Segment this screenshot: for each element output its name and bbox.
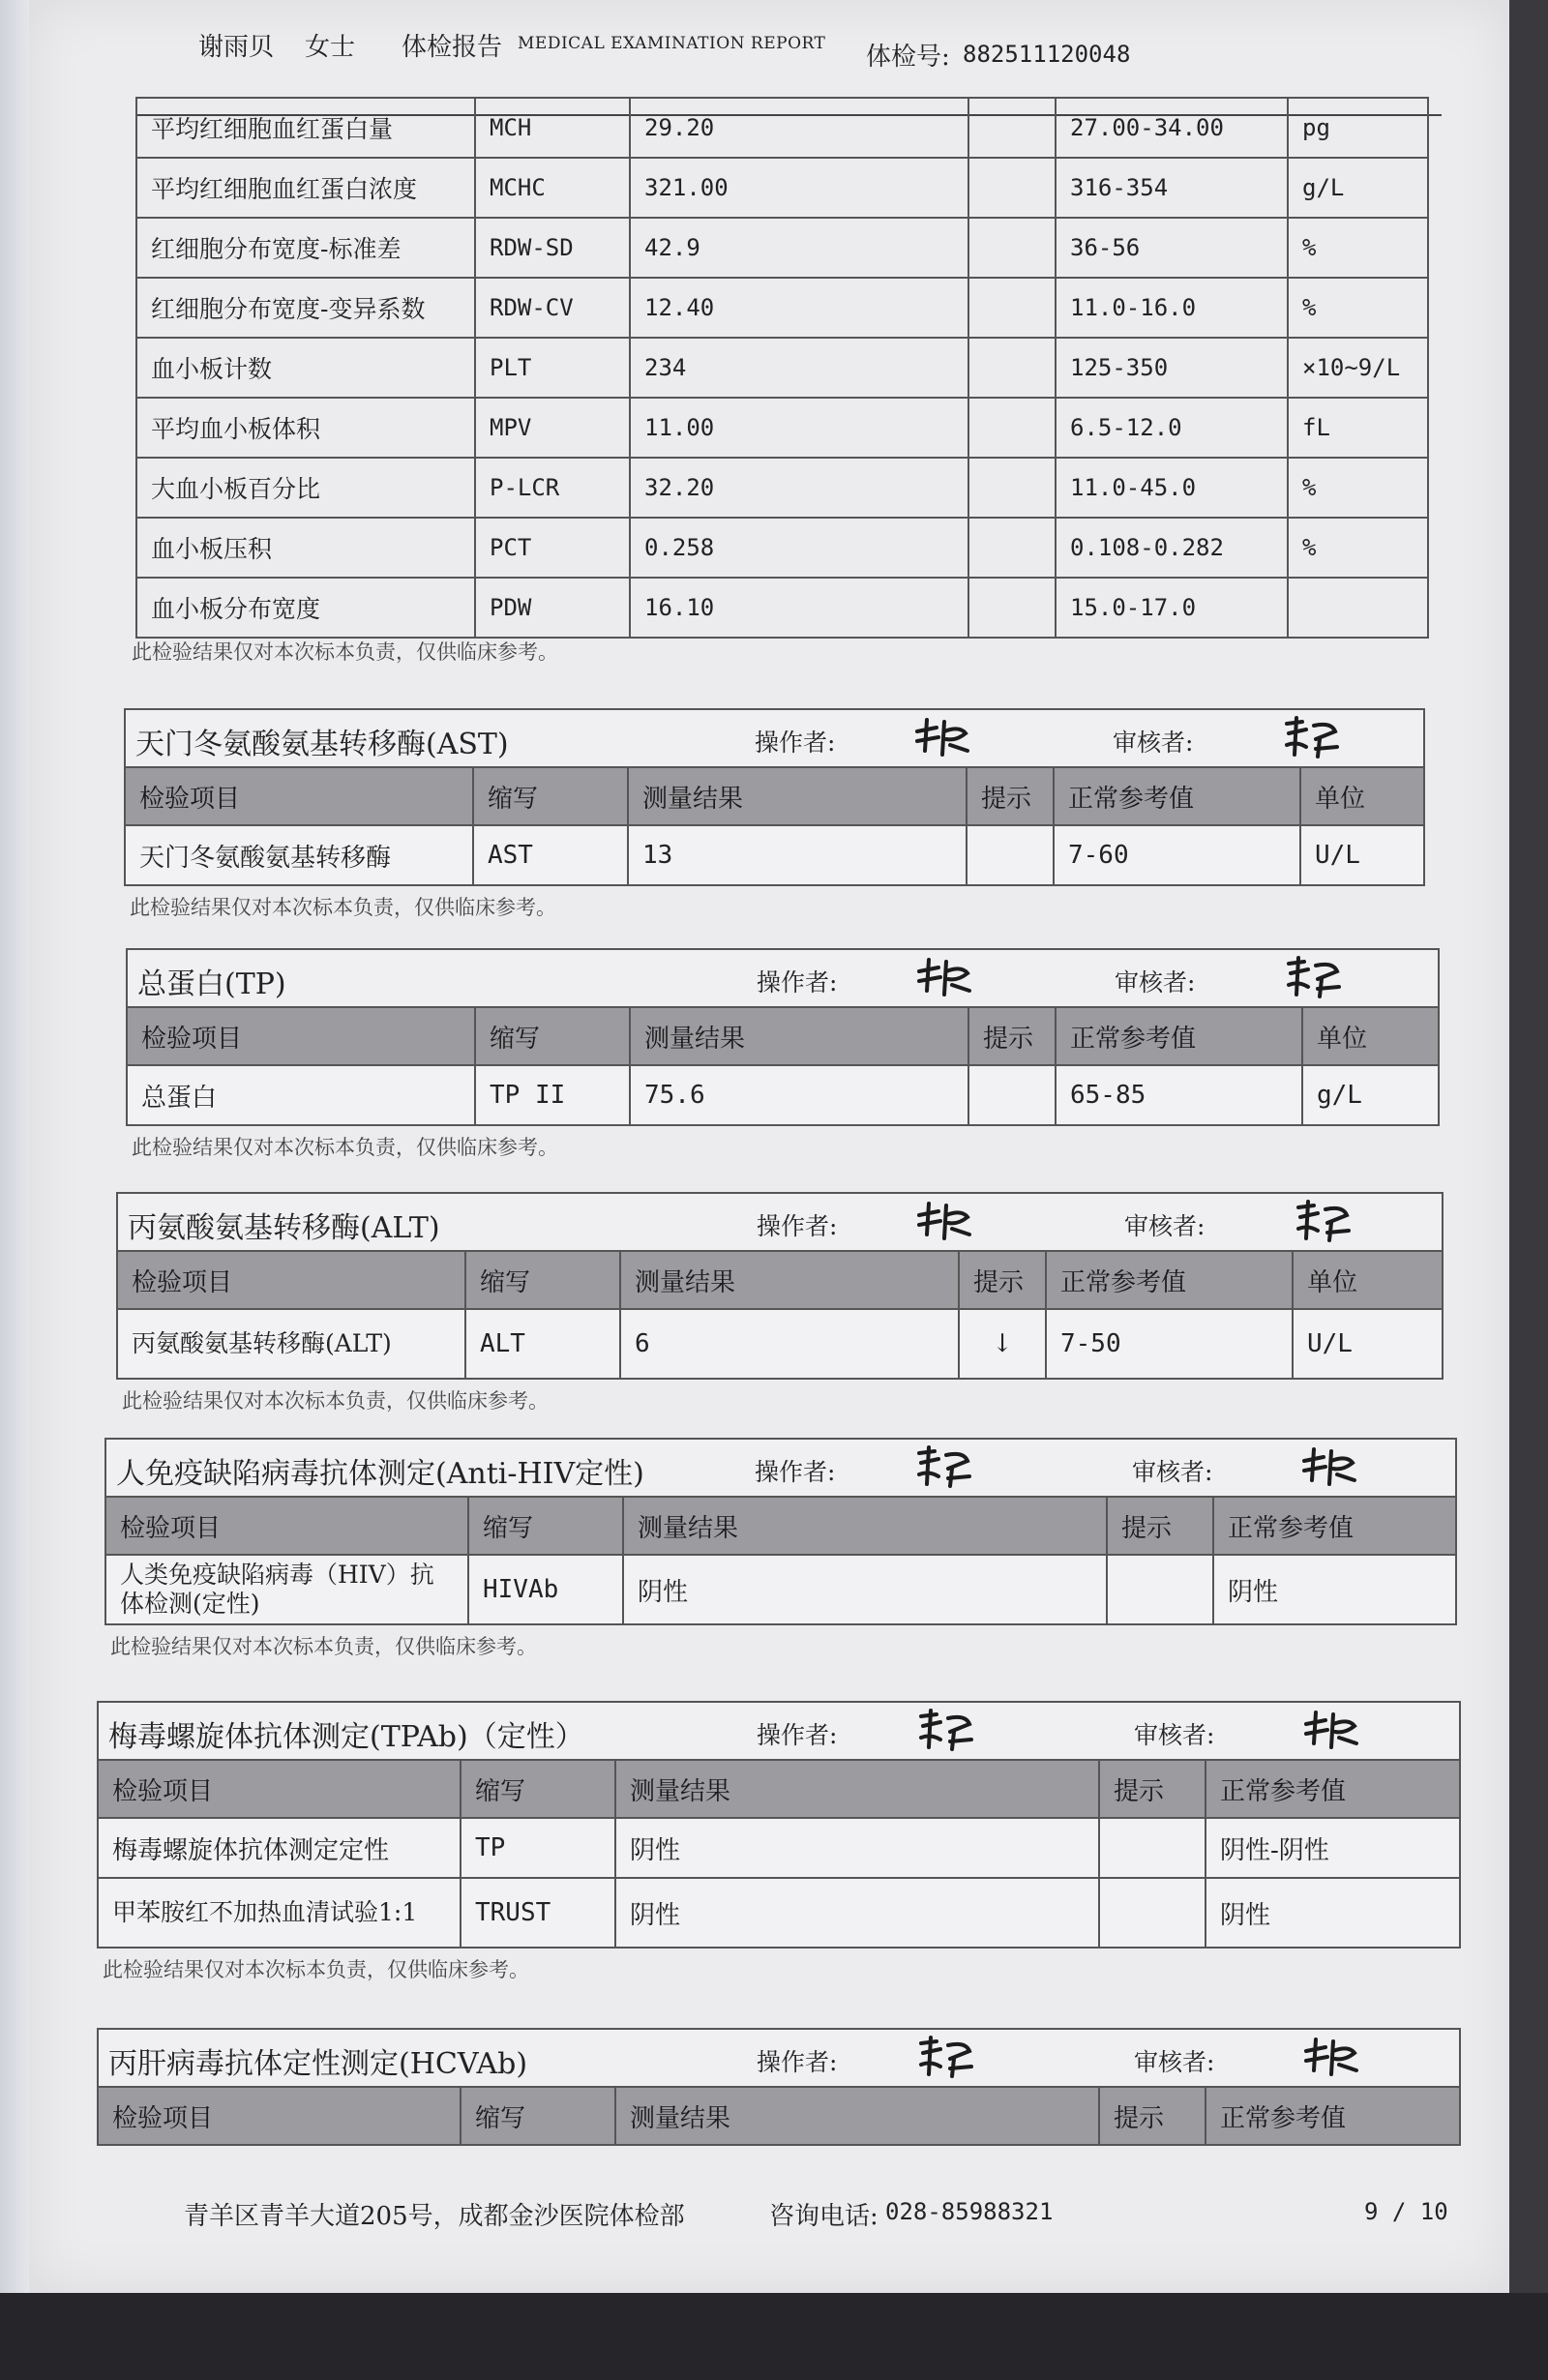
cell-unit <box>1288 578 1428 638</box>
disclaimer: 此检验结果仅对本次标本负责，仅供临床参考。 <box>122 1389 549 1413</box>
cell-item: 血小板分布宽度 <box>136 578 475 638</box>
table-header <box>98 1760 1460 1818</box>
signature-icon <box>909 712 977 760</box>
cell-unit: % <box>1288 278 1428 338</box>
cell-item: 血小板压积 <box>136 518 475 578</box>
cell-flag <box>1099 1818 1206 1878</box>
cell-range: 15.0-17.0 <box>1056 578 1288 638</box>
header-abbr: 缩写 <box>465 1251 620 1309</box>
section-title: 总蛋白(TP) <box>137 967 286 1001</box>
cell-abbr: HIVAb <box>468 1555 623 1624</box>
table-row <box>136 218 1428 278</box>
header-item: 检验项目 <box>98 2087 461 2145</box>
section-table <box>97 1759 1461 1949</box>
section-table <box>126 1006 1440 1126</box>
cell-flag <box>968 278 1056 338</box>
cell-result: 12.40 <box>630 278 968 338</box>
cell-item: 人类免疫缺陷病毒（HIV）抗体检测(定性) <box>105 1555 468 1624</box>
header-abbr: 缩写 <box>473 767 628 825</box>
header-flag: 提示 <box>967 767 1054 825</box>
reviewer-label: 审核者: <box>1134 1721 1215 1749</box>
cell-unit: U/L <box>1300 825 1424 885</box>
table-row <box>136 278 1428 338</box>
header-unit: 单位 <box>1300 767 1424 825</box>
table-row <box>136 98 1428 158</box>
footer-phone-label: 咨询电话: <box>769 2202 878 2231</box>
header-result: 测量结果 <box>620 1251 959 1309</box>
page-number: 9 / 10 <box>1364 2198 1448 2225</box>
cell-item: 大血小板百分比 <box>136 458 475 518</box>
signature-icon <box>1296 1442 1364 1490</box>
cell-flag <box>968 578 1056 638</box>
table-header <box>117 1251 1443 1309</box>
cell-abbr: TRUST <box>461 1878 615 1948</box>
cell-abbr: AST <box>473 825 628 885</box>
cell-abbr: TP II <box>475 1065 630 1125</box>
signature-icon <box>1289 1196 1356 1244</box>
reviewer-label: 审核者: <box>1132 1458 1213 1486</box>
cell-range: 0.108-0.282 <box>1056 518 1288 578</box>
cell-flag <box>968 98 1056 158</box>
report-title-en: MEDICAL EXAMINATION REPORT <box>518 34 826 53</box>
table-row <box>98 1818 1460 1878</box>
table-row <box>98 1878 1460 1948</box>
header-range: 正常参考值 <box>1213 1497 1456 1555</box>
cell-abbr: PLT <box>475 338 630 398</box>
operator-label: 操作者: <box>757 1721 838 1749</box>
header-item: 检验项目 <box>105 1497 468 1555</box>
header-unit: 单位 <box>1302 1007 1439 1065</box>
signature-icon <box>1298 1705 1366 1753</box>
header-range: 正常参考值 <box>1054 767 1300 825</box>
section-header <box>126 948 1440 1006</box>
table-row <box>136 338 1428 398</box>
section-title: 梅毒螺旋体抗体测定(TPAb)（定性） <box>108 1720 584 1754</box>
cell-abbr: PDW <box>475 578 630 638</box>
cell-abbr: RDW-CV <box>475 278 630 338</box>
operator-label: 操作者: <box>757 1212 838 1240</box>
table-header <box>125 767 1424 825</box>
reviewer-label: 审核者: <box>1115 968 1196 997</box>
page-edge <box>0 0 29 2380</box>
cell-abbr: PCT <box>475 518 630 578</box>
header-result: 测量结果 <box>615 2087 1099 2145</box>
section-title: 人免疫缺陷病毒抗体测定(Anti-HIV定性) <box>116 1457 644 1491</box>
cell-flag: ↓ <box>959 1309 1046 1379</box>
cell-result: 234 <box>630 338 968 398</box>
cell-abbr: MCH <box>475 98 630 158</box>
cell-item: 平均红细胞血红蛋白浓度 <box>136 158 475 218</box>
exam-no: 882511120048 <box>963 41 1131 68</box>
cell-item: 平均红细胞血红蛋白量 <box>136 98 475 158</box>
section-title: 丙肝病毒抗体定性测定(HCVAb) <box>108 2047 528 2081</box>
cell-result: 42.9 <box>630 218 968 278</box>
disclaimer: 此检验结果仅对本次标本负责，仅供临床参考。 <box>132 1136 558 1159</box>
section-header <box>104 1438 1457 1496</box>
header-result: 测量结果 <box>615 1760 1099 1818</box>
disclaimer: 此检验结果仅对本次标本负责，仅供临床参考。 <box>132 640 558 664</box>
cell-flag <box>968 458 1056 518</box>
header-result: 测量结果 <box>628 767 967 825</box>
cell-range: 6.5-12.0 <box>1056 398 1288 458</box>
cell-result: 32.20 <box>630 458 968 518</box>
section-6 <box>97 2028 1461 2146</box>
cell-result: 321.00 <box>630 158 968 218</box>
operator-label: 操作者: <box>755 1458 836 1486</box>
cell-flag <box>1107 1555 1213 1624</box>
cell-flag <box>968 1065 1056 1125</box>
header-result: 测量结果 <box>630 1007 968 1065</box>
header-range: 正常参考值 <box>1206 2087 1460 2145</box>
cell-unit: % <box>1288 518 1428 578</box>
patient-name: 谢雨贝 <box>198 33 275 62</box>
cell-item: 丙氨酸氨基转移酶(ALT) <box>117 1309 465 1379</box>
cell-range: 316-354 <box>1056 158 1288 218</box>
signature-icon <box>1277 712 1345 760</box>
cell-unit: % <box>1288 218 1428 278</box>
cell-flag <box>967 825 1054 885</box>
disclaimer: 此检验结果仅对本次标本负责，仅供临床参考。 <box>130 896 556 919</box>
cell-result: 75.6 <box>630 1065 968 1125</box>
cell-result: 6 <box>620 1309 959 1379</box>
section-header <box>124 708 1425 766</box>
cell-item: 平均血小板体积 <box>136 398 475 458</box>
cell-result: 16.10 <box>630 578 968 638</box>
cell-unit: % <box>1288 458 1428 518</box>
section-title: 丙氨酸氨基转移酶(ALT) <box>128 1211 440 1245</box>
cell-abbr: RDW-SD <box>475 218 630 278</box>
reviewer-label: 审核者: <box>1124 1212 1206 1240</box>
cell-unit: g/L <box>1302 1065 1439 1125</box>
table-header <box>127 1007 1439 1065</box>
header-unit: 单位 <box>1293 1251 1443 1309</box>
cell-range: 125-350 <box>1056 338 1288 398</box>
cell-flag <box>1099 1878 1206 1948</box>
cell-result: 29.20 <box>630 98 968 158</box>
header-item: 检验项目 <box>117 1251 465 1309</box>
cell-range: 65-85 <box>1056 1065 1302 1125</box>
header-item: 检验项目 <box>98 1760 461 1818</box>
signature-icon <box>909 1442 977 1490</box>
operator-label: 操作者: <box>757 2048 838 2076</box>
cell-flag <box>968 398 1056 458</box>
header-range: 正常参考值 <box>1206 1760 1460 1818</box>
cell-range: 27.00-34.00 <box>1056 98 1288 158</box>
background <box>0 2293 1548 2380</box>
header-flag: 提示 <box>968 1007 1056 1065</box>
header-flag: 提示 <box>1107 1497 1213 1555</box>
table-row <box>136 578 1428 638</box>
table-row <box>136 398 1428 458</box>
header-item: 检验项目 <box>125 767 473 825</box>
signature-icon <box>911 952 979 1000</box>
cell-range: 11.0-45.0 <box>1056 458 1288 518</box>
header-abbr: 缩写 <box>468 1497 623 1555</box>
section-4 <box>104 1438 1457 1660</box>
cell-flag <box>968 518 1056 578</box>
signature-icon <box>911 2032 979 2080</box>
signature-icon <box>1298 2032 1366 2080</box>
cell-item: 梅毒螺旋体抗体测定定性 <box>98 1818 461 1878</box>
patient-gender: 女士 <box>305 33 356 62</box>
footer-address: 青羊区青羊大道205号，成都金沙医院体检部 <box>184 2202 685 2231</box>
cell-result: 13 <box>628 825 967 885</box>
section-header <box>97 2028 1461 2086</box>
header-range: 正常参考值 <box>1046 1251 1293 1309</box>
cell-result: 阴性 <box>615 1878 1099 1948</box>
header-flag: 提示 <box>1099 2087 1206 2145</box>
cell-item: 红细胞分布宽度-变异系数 <box>136 278 475 338</box>
cell-range: 7-60 <box>1054 825 1300 885</box>
header-item: 检验项目 <box>127 1007 475 1065</box>
section-1 <box>124 708 1425 921</box>
table-row <box>105 1555 1456 1624</box>
signature-icon <box>911 1705 979 1753</box>
disclaimer: 此检验结果仅对本次标本负责，仅供临床参考。 <box>103 1958 529 1981</box>
cell-unit: g/L <box>1288 158 1428 218</box>
cell-flag <box>968 158 1056 218</box>
table-header <box>98 2087 1460 2145</box>
section-5 <box>97 1701 1461 1983</box>
report-header <box>198 27 1263 85</box>
disclaimer: 此检验结果仅对本次标本负责，仅供临床参考。 <box>110 1635 537 1658</box>
cell-unit: U/L <box>1293 1309 1443 1379</box>
section-table <box>116 1250 1444 1380</box>
signature-icon <box>1279 952 1347 1000</box>
cell-flag <box>968 218 1056 278</box>
report-title-cn: 体检报告 <box>402 33 503 62</box>
cell-abbr: TP <box>461 1818 615 1878</box>
cell-item: 总蛋白 <box>127 1065 475 1125</box>
cell-range: 阴性 <box>1206 1878 1460 1948</box>
header-abbr: 缩写 <box>461 1760 615 1818</box>
cell-item: 甲苯胺红不加热血清试验1:1 <box>98 1878 461 1948</box>
cell-range: 36-56 <box>1056 218 1288 278</box>
table-row <box>136 458 1428 518</box>
section-title: 天门冬氨酸氨基转移酶(AST) <box>135 728 509 761</box>
header-range: 正常参考值 <box>1056 1007 1302 1065</box>
section-header <box>97 1701 1461 1759</box>
cell-abbr: ALT <box>465 1309 620 1379</box>
section-table <box>104 1496 1457 1625</box>
cell-range: 阴性-阴性 <box>1206 1818 1460 1878</box>
header-abbr: 缩写 <box>475 1007 630 1065</box>
cell-range: 11.0-16.0 <box>1056 278 1288 338</box>
header-flag: 提示 <box>1099 1760 1206 1818</box>
cell-abbr: MPV <box>475 398 630 458</box>
operator-label: 操作者: <box>755 729 836 757</box>
section-header <box>116 1192 1444 1250</box>
reviewer-label: 审核者: <box>1113 729 1194 757</box>
cell-unit: fL <box>1288 398 1428 458</box>
cell-range: 7-50 <box>1046 1309 1293 1379</box>
section-table <box>97 2086 1461 2146</box>
cell-result: 阴性 <box>623 1555 1107 1624</box>
cell-abbr: MCHC <box>475 158 630 218</box>
table-row <box>136 518 1428 578</box>
header-flag: 提示 <box>959 1251 1046 1309</box>
cell-item: 血小板计数 <box>136 338 475 398</box>
exam-no-label: 体检号: <box>866 43 950 72</box>
cell-item: 天门冬氨酸氨基转移酶 <box>125 825 473 885</box>
cell-abbr: P-LCR <box>475 458 630 518</box>
section-2 <box>126 948 1440 1161</box>
blood-routine-table <box>135 97 1429 639</box>
cell-unit: ×10~9/L <box>1288 338 1428 398</box>
table-row <box>117 1309 1443 1379</box>
section-3 <box>116 1192 1444 1414</box>
cell-flag <box>968 338 1056 398</box>
cell-item: 红细胞分布宽度-标准差 <box>136 218 475 278</box>
header-abbr: 缩写 <box>461 2087 615 2145</box>
cell-result: 11.00 <box>630 398 968 458</box>
signature-icon <box>911 1196 979 1244</box>
section-table <box>124 766 1425 886</box>
table-row <box>127 1065 1439 1125</box>
footer-phone: 028-85988321 <box>885 2198 1054 2225</box>
table-row <box>125 825 1424 885</box>
operator-label: 操作者: <box>757 968 838 997</box>
cell-range: 阴性 <box>1213 1555 1456 1624</box>
cell-unit: pg <box>1288 98 1428 158</box>
reviewer-label: 审核者: <box>1134 2048 1215 2076</box>
table-row <box>136 158 1428 218</box>
cell-result: 0.258 <box>630 518 968 578</box>
cell-result: 阴性 <box>615 1818 1099 1878</box>
header-result: 测量结果 <box>623 1497 1107 1555</box>
table-header <box>105 1497 1456 1555</box>
